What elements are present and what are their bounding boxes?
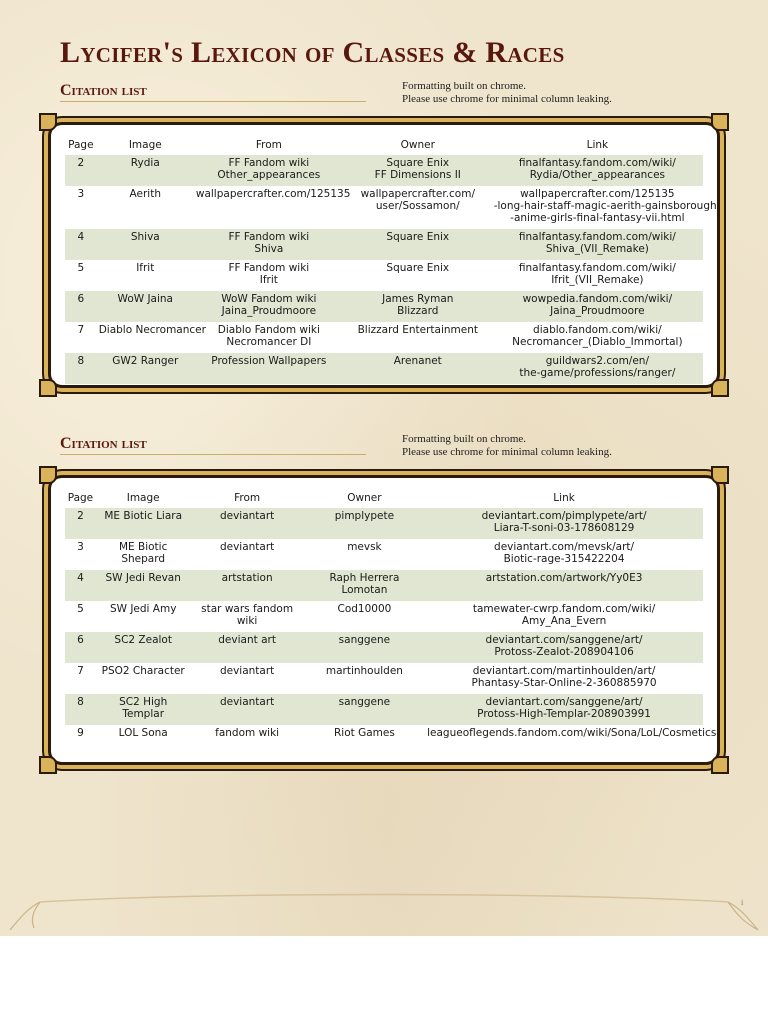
owner-cell-line: Arenanet <box>393 355 442 367</box>
owner-cell-line: Raph Herrera <box>329 572 400 584</box>
owner-cell <box>304 663 425 694</box>
from-cell-line: star wars fandom <box>201 603 294 615</box>
link-cell <box>492 322 703 353</box>
image-cell <box>96 601 191 632</box>
column-header-owner: Owner <box>347 492 382 504</box>
link-cell <box>492 155 703 186</box>
image-cell <box>96 725 191 744</box>
frame-corner <box>711 466 729 484</box>
from-cell <box>194 353 344 384</box>
from-cell <box>191 663 304 694</box>
table-row <box>65 322 703 353</box>
link-cell-line: Amy_Ana_Evern <box>521 615 607 627</box>
image-cell-line: LOL Sona <box>118 727 168 739</box>
owner-cell-line: Lomotan <box>341 584 388 596</box>
frame-corner <box>39 379 57 397</box>
link-cell <box>492 291 703 322</box>
image-cell <box>96 632 191 663</box>
image-cell-line: WoW Jaina <box>117 293 173 305</box>
link-cell-line: guildwars2.com/en/ <box>545 355 649 367</box>
owner-cell-line: FF Dimensions II <box>374 169 461 181</box>
link-cell-line: -anime-girls-final-fantasy-vii.html <box>510 212 685 224</box>
from-cell-line: WoW Fandom wiki <box>221 293 317 305</box>
link-cell-line: finalfantasy.fandom.com/wiki/ <box>518 262 676 274</box>
owner-cell-line: Square Enix <box>386 231 450 243</box>
owner-cell <box>344 229 492 260</box>
table-row <box>65 694 703 725</box>
table-row <box>65 725 703 744</box>
owner-cell-line: martinhoulden <box>325 665 403 677</box>
link-cell <box>492 186 717 229</box>
link-cell-line: Liara-T-soni-03-178608129 <box>493 522 635 534</box>
link-cell-line: Protoss-High-Templar-208903991 <box>477 708 651 720</box>
image-cell-line: SW Jedi Revan <box>105 572 181 584</box>
link-cell-line: Ifrit_(VII_Remake) <box>551 274 644 286</box>
frame-corner <box>39 466 57 484</box>
page-cell: 7 <box>77 324 85 336</box>
link-cell-line: Biotic-rage-315422204 <box>503 553 625 565</box>
page-cell: 8 <box>65 353 97 384</box>
from-cell <box>191 725 304 744</box>
page-cell: 4 <box>65 570 96 601</box>
link-cell-line: tamewater-cwrp.fandom.com/wiki/ <box>472 603 656 615</box>
from-cell-line: FF Fandom wiki <box>228 231 310 243</box>
from-cell <box>191 694 304 725</box>
owner-cell <box>304 632 425 663</box>
owner-cell-line: pimplypete <box>334 510 395 522</box>
from-cell <box>194 229 344 260</box>
page-title: Lycifer's Lexicon of Classes & Races <box>60 36 565 69</box>
link-cell-line: Shiva_(VII_Remake) <box>545 243 649 255</box>
owner-cell-line: sanggene <box>338 634 391 646</box>
image-cell-line: Diablo Necromancer <box>98 324 206 336</box>
format-note <box>402 433 612 459</box>
table-row <box>65 186 703 229</box>
image-cell <box>97 155 194 186</box>
link-cell <box>425 570 703 601</box>
image-cell-line: Templar <box>122 708 165 720</box>
link-cell-line: wallpapercrafter.com/125135 <box>520 188 675 200</box>
from-cell-line: Diablo Fandom wiki <box>217 324 320 336</box>
format-note-line: Formatting built on chrome. <box>402 433 527 445</box>
owner-cell-line: Riot Games <box>334 727 395 739</box>
from-cell-line: Ifrit <box>259 274 278 286</box>
from-cell <box>191 632 304 663</box>
page-cell: 4 <box>65 229 97 260</box>
owner-cell-line: mevsk <box>347 541 382 553</box>
link-cell-line: wowpedia.fandom.com/wiki/ <box>522 293 673 305</box>
frame-corner <box>39 113 57 131</box>
link-cell <box>425 663 703 694</box>
table-header-row <box>65 137 703 155</box>
column-header-link: Link <box>586 139 609 151</box>
from-cell <box>194 322 344 353</box>
owner-cell-line: Blizzard Entertainment <box>357 324 478 336</box>
image-cell <box>97 186 194 229</box>
from-cell <box>194 186 351 229</box>
link-cell <box>425 694 703 725</box>
from-cell <box>194 260 344 291</box>
from-cell-line: Necromancer DI <box>226 336 312 348</box>
link-cell <box>492 353 703 384</box>
table-row <box>65 632 703 663</box>
page-cell: 7 <box>77 665 84 677</box>
page-cell: 8 <box>65 694 96 725</box>
from-cell-line: wallpapercrafter.com/125135 <box>195 188 351 200</box>
owner-cell <box>304 694 425 725</box>
table-row <box>65 155 703 186</box>
frame-corner <box>711 756 729 774</box>
frame-corner <box>711 113 729 131</box>
link-cell-line: Rydia/Other_appearances <box>529 169 666 181</box>
column-header-page: Page <box>67 492 94 504</box>
table-header-row <box>65 490 703 508</box>
from-cell-line: deviantart <box>219 665 275 677</box>
column-header-image: Image <box>128 139 162 151</box>
link-cell <box>492 260 703 291</box>
from-cell <box>191 508 304 539</box>
image-cell-line: Aerith <box>129 188 161 200</box>
from-cell-line: FF Fandom wiki <box>228 157 310 169</box>
from-cell-line: deviantart <box>219 696 275 708</box>
image-cell <box>96 539 191 570</box>
link-cell <box>425 508 703 539</box>
page-cell: 5 <box>77 262 85 274</box>
from-cell <box>191 539 304 570</box>
owner-cell-line: James Ryman <box>382 293 454 305</box>
link-cell-line: diablo.fandom.com/wiki/ <box>533 324 662 336</box>
section-heading: Citation list <box>60 82 366 102</box>
from-cell <box>191 601 304 632</box>
link-cell-line: deviantart.com/sanggene/art/ <box>485 696 643 708</box>
from-cell <box>194 291 344 322</box>
link-cell <box>425 539 703 570</box>
owner-cell <box>344 260 492 291</box>
table-row <box>65 539 703 570</box>
owner-cell <box>304 570 425 601</box>
citation-table-frame <box>48 475 720 765</box>
link-cell-line: the-game/professions/ranger/ <box>519 367 676 379</box>
citation-table-frame <box>48 122 720 388</box>
owner-cell <box>304 508 425 539</box>
from-cell <box>194 155 344 186</box>
link-cell-line: deviantart.com/mevsk/art/ <box>494 541 635 553</box>
table-row <box>65 601 703 632</box>
column-header-link: Link <box>553 492 575 504</box>
owner-cell-line: Blizzard <box>397 305 439 317</box>
page-cell: 3 <box>77 541 84 553</box>
from-cell-line: Jaina_Proudmoore <box>221 305 317 317</box>
owner-cell <box>304 539 425 570</box>
from-cell-line: wiki <box>236 615 258 627</box>
owner-cell-line: sanggene <box>338 696 391 708</box>
link-cell-line: deviantart.com/martinhoulden/art/ <box>472 665 656 677</box>
owner-cell-line: wallpapercrafter.com/ <box>360 188 475 200</box>
page-cell: 2 <box>65 508 96 539</box>
image-cell <box>97 291 194 322</box>
column-header-page: Page <box>68 139 94 151</box>
owner-cell-line: Cod10000 <box>337 603 392 615</box>
page-number: i <box>741 898 744 907</box>
link-cell-line: -long-hair-staff-magic-aerith-gainsborough <box>493 200 717 212</box>
link-cell-line: artstation.com/artwork/Yy0E3 <box>485 572 643 584</box>
from-cell-line: Other_appearances <box>217 169 321 181</box>
column-header-owner: Owner <box>400 139 435 151</box>
image-cell-line: Rydia <box>130 157 160 169</box>
image-cell-line: Shepard <box>121 553 166 565</box>
image-cell-line: ME Biotic <box>118 541 168 553</box>
section-heading: Citation list <box>60 435 366 455</box>
from-cell-line: FF Fandom wiki <box>228 262 310 274</box>
column-header-image: Image <box>126 492 160 504</box>
owner-cell <box>344 186 492 229</box>
image-cell-line: SC2 High <box>119 696 168 708</box>
from-cell-line: deviantart <box>219 541 275 553</box>
image-cell <box>96 508 191 539</box>
image-cell-line: PSO2 Character <box>101 665 185 677</box>
table-row <box>65 291 703 322</box>
link-cell-line: finalfantasy.fandom.com/wiki/ <box>518 231 676 243</box>
owner-cell-line: user/Sossamon/ <box>375 200 460 212</box>
page-cell: 5 <box>77 603 84 615</box>
link-cell-line: Protoss-Zealot-208904106 <box>494 646 634 658</box>
link-cell <box>425 632 703 663</box>
image-cell-line: ME Biotic Liara <box>104 510 183 522</box>
image-cell-line: SC2 Zealot <box>114 634 172 646</box>
from-cell-line: Profession Wallpapers <box>211 355 327 367</box>
link-cell <box>492 229 703 260</box>
table-row <box>65 570 703 601</box>
page-cell: 3 <box>77 188 85 200</box>
format-note-line: Formatting built on chrome. <box>402 80 527 92</box>
link-cell <box>425 601 703 632</box>
image-cell <box>97 353 194 384</box>
link-cell-line: deviantart.com/sanggene/art/ <box>485 634 643 646</box>
image-cell <box>97 229 194 260</box>
link-cell-line: finalfantasy.fandom.com/wiki/ <box>518 157 676 169</box>
image-cell-line: GW2 Ranger <box>112 355 179 367</box>
citation-table <box>65 490 717 744</box>
table-row <box>65 229 703 260</box>
from-cell-line: deviantart <box>219 510 275 522</box>
column-header-from: From <box>255 139 282 151</box>
link-cell-line: Necromancer_(Diablo_Immortal) <box>512 336 683 348</box>
owner-cell-line: Square Enix <box>386 157 450 169</box>
table-row <box>65 260 703 291</box>
from-cell-line: fandom wiki <box>215 727 280 739</box>
image-cell <box>96 694 191 725</box>
from-cell-line: artstation <box>221 572 273 584</box>
page-cell: 6 <box>65 291 97 322</box>
link-cell <box>425 725 717 744</box>
image-cell <box>96 570 191 601</box>
format-note-line: Please use chrome for minimal column leaking. <box>402 93 612 105</box>
image-cell <box>96 663 191 694</box>
column-header-from: From <box>234 492 261 504</box>
link-cell-line: Phantasy-Star-Online-2-360885970 <box>471 677 657 689</box>
frame-corner <box>39 756 57 774</box>
image-cell <box>97 322 206 353</box>
page-cell: 9 <box>77 727 84 739</box>
image-cell-line: SW Jedi Amy <box>109 603 177 615</box>
image-cell-line: Ifrit <box>136 262 155 274</box>
owner-cell <box>304 601 425 632</box>
owner-cell <box>344 291 492 322</box>
from-cell-line: deviant art <box>218 634 276 646</box>
image-cell-line: Shiva <box>130 231 160 243</box>
page-cell: 6 <box>65 632 96 663</box>
owner-cell <box>344 155 492 186</box>
owner-cell <box>344 353 492 384</box>
from-cell <box>191 570 304 601</box>
page-cell: 2 <box>65 155 97 186</box>
format-note-line: Please use chrome for minimal column leaking. <box>402 446 612 458</box>
image-cell <box>97 260 194 291</box>
table-row <box>65 508 703 539</box>
from-cell-line: Shiva <box>254 243 284 255</box>
link-cell-line: leagueoflegends.fandom.com/wiki/Sona/LoL/Cosmetics <box>427 727 717 739</box>
citation-table <box>65 137 717 384</box>
format-note <box>402 80 612 106</box>
page-footer-ornament <box>0 888 768 936</box>
frame-corner <box>711 379 729 397</box>
owner-cell <box>344 322 492 353</box>
table-row <box>65 663 703 694</box>
link-cell-line: deviantart.com/pimplypete/art/ <box>481 510 647 522</box>
link-cell-line: Jaina_Proudmoore <box>550 305 645 317</box>
table-row <box>65 353 703 384</box>
owner-cell <box>304 725 425 744</box>
owner-cell-line: Square Enix <box>386 262 450 274</box>
